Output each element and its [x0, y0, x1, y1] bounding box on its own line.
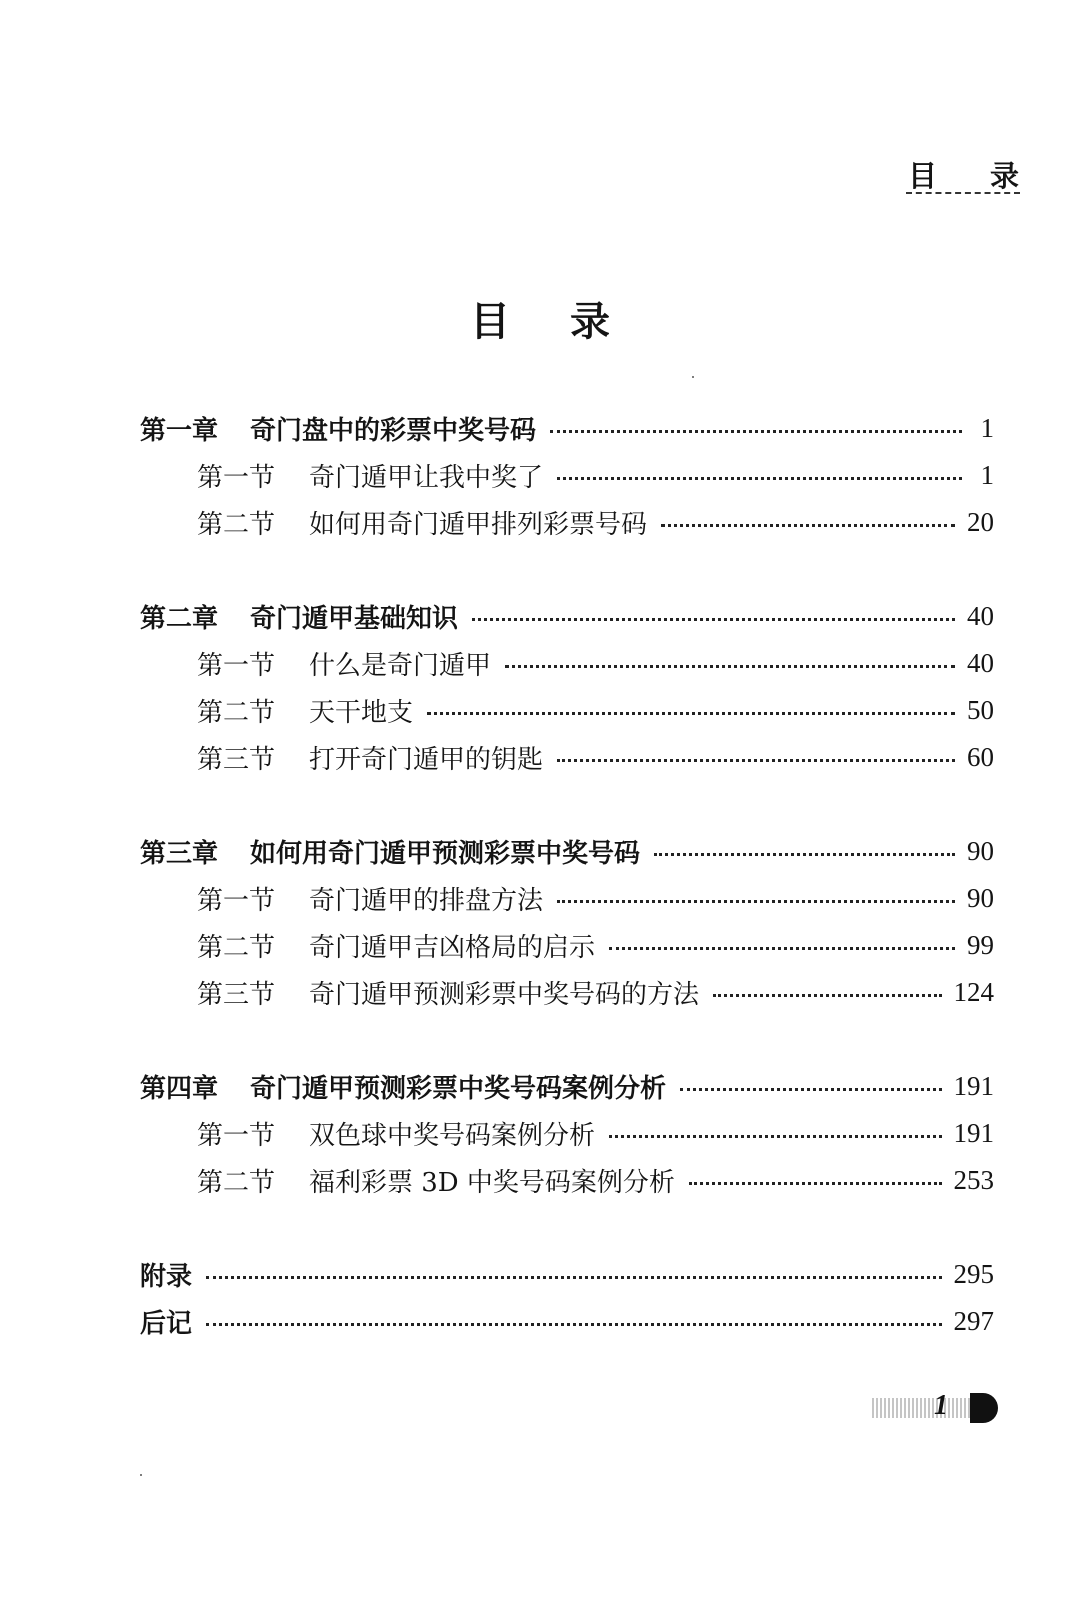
dot-leader [609, 1135, 941, 1138]
dot-leader [206, 1276, 941, 1279]
toc-entry-page: 124 [953, 976, 994, 1007]
toc-entry-page: 90 [967, 882, 994, 913]
folio-hatch [872, 1398, 972, 1418]
toc-entry-number: 第四章 [140, 1073, 219, 1104]
dot-leader [689, 1182, 942, 1185]
toc-entry-chapter[interactable] [140, 1066, 994, 1106]
toc-entry-chapter[interactable] [140, 831, 994, 871]
toc-entry-section[interactable] [140, 502, 994, 542]
toc-entry-title: 奇门遁甲预测彩票中奖号码案例分析 [250, 1073, 667, 1104]
toc-entry-section[interactable] [140, 643, 994, 683]
toc-entry-title: 如何用奇门遁甲排列彩票号码 [309, 509, 648, 540]
toc-entry-section[interactable] [140, 1160, 994, 1200]
dot-leader [505, 665, 955, 668]
thumb-tab [970, 1393, 998, 1423]
toc-entry-title: 附录 [140, 1261, 193, 1292]
toc-entry-page: 253 [953, 1164, 994, 1195]
toc-entry-title: 双色球中奖号码案例分析 [309, 1120, 596, 1151]
dot-leader [680, 1088, 941, 1091]
toc-entry-number: 第二节 [197, 1167, 276, 1198]
toc-entry-title: 后记 [140, 1308, 193, 1339]
toc-entry-appendix[interactable] [140, 1254, 994, 1294]
toc-entry-page: 191 [953, 1070, 994, 1101]
page-number: 1 [934, 1390, 948, 1421]
toc-entry-title: 奇门盘中的彩票中奖号码 [250, 415, 537, 446]
toc-entry-number: 第一节 [197, 650, 276, 681]
toc-entry-page: 40 [967, 647, 994, 678]
toc-entry-title: 奇门遁甲基础知识 [250, 603, 459, 634]
toc-entry-section[interactable] [140, 737, 994, 777]
page-title-left: 目 [470, 299, 570, 345]
scan-speck [140, 1474, 142, 1476]
dot-leader [206, 1323, 941, 1326]
dot-leader [472, 618, 955, 621]
toc-entry-chapter[interactable] [140, 408, 994, 448]
toc-entry-title: 奇门遁甲让我中奖了 [309, 462, 544, 493]
toc-entry-afterword[interactable] [140, 1301, 994, 1341]
running-head-left: 目 [908, 159, 938, 193]
toc-entry-page: 297 [953, 1305, 994, 1336]
toc-entry-chapter[interactable] [140, 596, 994, 636]
toc-entry-number: 第一节 [197, 462, 276, 493]
page-title-right: 录 [570, 299, 670, 345]
dot-leader [557, 900, 955, 903]
toc-entry-page: 90 [967, 835, 994, 866]
toc-entry-number: 第二节 [197, 509, 276, 540]
dot-leader [661, 524, 955, 527]
dot-leader [609, 947, 955, 950]
toc-entry-title: 天干地支 [309, 697, 414, 728]
toc-entry-title: 奇门遁甲吉凶格局的启示 [309, 932, 596, 963]
running-head [906, 150, 1020, 194]
toc-entry-section[interactable] [140, 455, 994, 495]
dot-leader [550, 430, 962, 433]
toc-entry-number: 第一章 [140, 415, 219, 446]
toc-entry-number: 第三节 [197, 744, 276, 775]
page-number-tab [872, 1392, 998, 1426]
toc-entry-number: 第三节 [197, 979, 276, 1010]
toc-entry-page: 99 [967, 929, 994, 960]
dot-leader [654, 853, 955, 856]
toc-entry-section[interactable] [140, 878, 994, 918]
toc-entry-page: 20 [967, 506, 994, 537]
toc-entry-title: 如何用奇门遁甲预测彩票中奖号码 [250, 838, 641, 869]
toc-entry-page: 191 [953, 1117, 994, 1148]
toc-entry-section[interactable] [140, 972, 994, 1012]
dot-leader [557, 477, 962, 480]
toc-entry-page: 295 [953, 1258, 994, 1289]
scan-speck [692, 376, 694, 378]
toc-entry-title: 奇门遁甲预测彩票中奖号码的方法 [309, 979, 700, 1010]
toc-entry-page: 60 [967, 741, 994, 772]
toc-entry-title: 打开奇门遁甲的钥匙 [309, 744, 544, 775]
toc-entry-number: 第二节 [197, 932, 276, 963]
dot-leader [557, 759, 955, 762]
toc-entry-section[interactable] [140, 1113, 994, 1153]
toc-entry-number: 第二节 [197, 697, 276, 728]
toc-entry-section[interactable] [140, 925, 994, 965]
page-title [0, 290, 1080, 347]
running-head-right: 录 [990, 159, 1020, 193]
toc-entry-page: 1 [980, 412, 994, 443]
toc-entry-title: 奇门遁甲的排盘方法 [309, 885, 544, 916]
toc-entry-title: 福利彩票 3D 中奖号码案例分析 [309, 1167, 675, 1198]
dot-leader [427, 712, 955, 715]
toc-entry-title: 什么是奇门遁甲 [309, 650, 492, 681]
toc-entry-number: 第二章 [140, 603, 219, 634]
toc-entry-page: 40 [967, 600, 994, 631]
toc-entry-number: 第一节 [197, 1120, 276, 1151]
toc-entry-number: 第三章 [140, 838, 219, 869]
toc-entry-number: 第一节 [197, 885, 276, 916]
dot-leader [713, 994, 941, 997]
toc-entry-page: 50 [967, 694, 994, 725]
running-head-rule [906, 192, 1020, 194]
toc-entry-section[interactable] [140, 690, 994, 730]
toc-entry-page: 1 [980, 459, 994, 490]
